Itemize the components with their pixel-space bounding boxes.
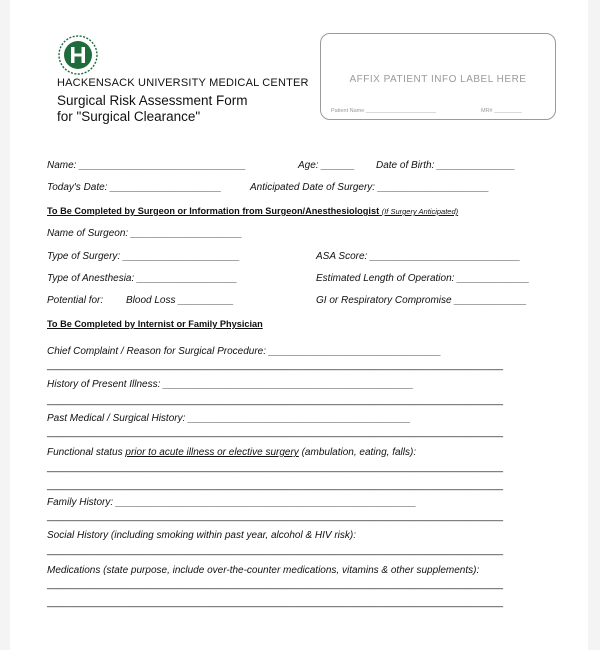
functional-status-underlined: prior to acute illness or elective surgery — [125, 447, 299, 458]
surgery-type-field[interactable]: Type of Surgery: _____________________ — [47, 251, 240, 262]
blank-line[interactable]: __________________________________________________________________________________ — [47, 360, 504, 371]
form-title-line-2: for "Surgical Clearance" — [57, 109, 201, 124]
chief-complaint-field[interactable]: Chief Complaint / Reason for Surgical Procedure: _______________________________ — [47, 346, 442, 357]
present-illness-field[interactable]: History of Present Illness: _____________________________________________ — [47, 379, 414, 390]
gi-compromise-field[interactable]: GI or Respiratory Compromise _____________ — [316, 295, 527, 306]
blank-line[interactable]: __________________________________________________________________________________ — [47, 597, 504, 608]
patient-name-small-label: Patient Name _______________________ — [331, 108, 437, 114]
functional-status-label: Functional status — [47, 447, 123, 458]
form-title-line-1: Surgical Risk Assessment Form — [57, 93, 248, 108]
todays-date-field[interactable]: Today's Date: ____________________ — [47, 182, 222, 193]
blood-loss-field[interactable]: Blood Loss __________ — [126, 295, 234, 306]
blank-line[interactable]: __________________________________________________________________________________ — [47, 545, 504, 556]
patient-label-box — [320, 33, 556, 120]
hackensack-logo-icon — [54, 34, 106, 76]
past-history-field[interactable]: Past Medical / Surgical History: ________________________________________ — [47, 413, 411, 424]
asa-score-field[interactable]: ASA Score: ___________________________ — [316, 251, 521, 262]
medications-field[interactable]: Medications (state purpose, include over-the-counter medications, vitamins & other supplements): — [47, 565, 480, 576]
blank-line[interactable]: __________________________________________________________________________________ — [47, 511, 504, 522]
surgeon-name-field[interactable]: Name of Surgeon: ____________________ — [47, 228, 243, 239]
institution-name: HACKENSACK UNIVERSITY MEDICAL CENTER — [57, 77, 309, 89]
surgeon-section-heading-text: To Be Completed by Surgeon or Information from Surgeon/Anesthesiologist — [47, 206, 380, 216]
blank-line[interactable]: __________________________________________________________________________________ — [47, 395, 504, 406]
name-field[interactable]: Name: ______________________________ — [47, 160, 247, 171]
blank-line[interactable]: __________________________________________________________________________________ — [47, 427, 504, 438]
mrn-small-label: MR# _________ — [481, 108, 522, 114]
blank-line[interactable]: __________________________________________________________________________________ — [47, 480, 504, 491]
surgeon-section-note: (If Surgery Anticipated) — [381, 207, 459, 216]
anesthesia-type-field[interactable]: Type of Anesthesia: __________________ — [47, 273, 238, 284]
surgeon-section-heading — [47, 206, 458, 216]
blank-line[interactable]: __________________________________________________________________________________ — [47, 462, 504, 473]
functional-status-rest: (ambulation, eating, falls): — [301, 447, 417, 458]
estimated-length-field[interactable]: Estimated Length of Operation: _____________ — [316, 273, 530, 284]
form-page — [10, 0, 588, 650]
functional-status-field[interactable] — [47, 447, 416, 458]
potential-for-label: Potential for: — [47, 295, 104, 306]
dob-field[interactable]: Date of Birth: ______________ — [376, 160, 515, 171]
family-history-field[interactable]: Family History: ______________________________________________________ — [47, 497, 417, 508]
affix-label-text: AFFIX PATIENT INFO LABEL HERE — [349, 74, 527, 85]
blank-line[interactable]: __________________________________________________________________________________ — [47, 579, 504, 590]
social-history-field[interactable]: Social History (including smoking within past year, alcohol & HIV risk): — [47, 530, 357, 541]
anticipated-date-field[interactable]: Anticipated Date of Surgery: ____________________ — [250, 182, 490, 193]
age-field[interactable]: Age: ______ — [298, 160, 355, 171]
internist-section-heading: To Be Completed by Internist or Family Physician — [47, 319, 263, 329]
